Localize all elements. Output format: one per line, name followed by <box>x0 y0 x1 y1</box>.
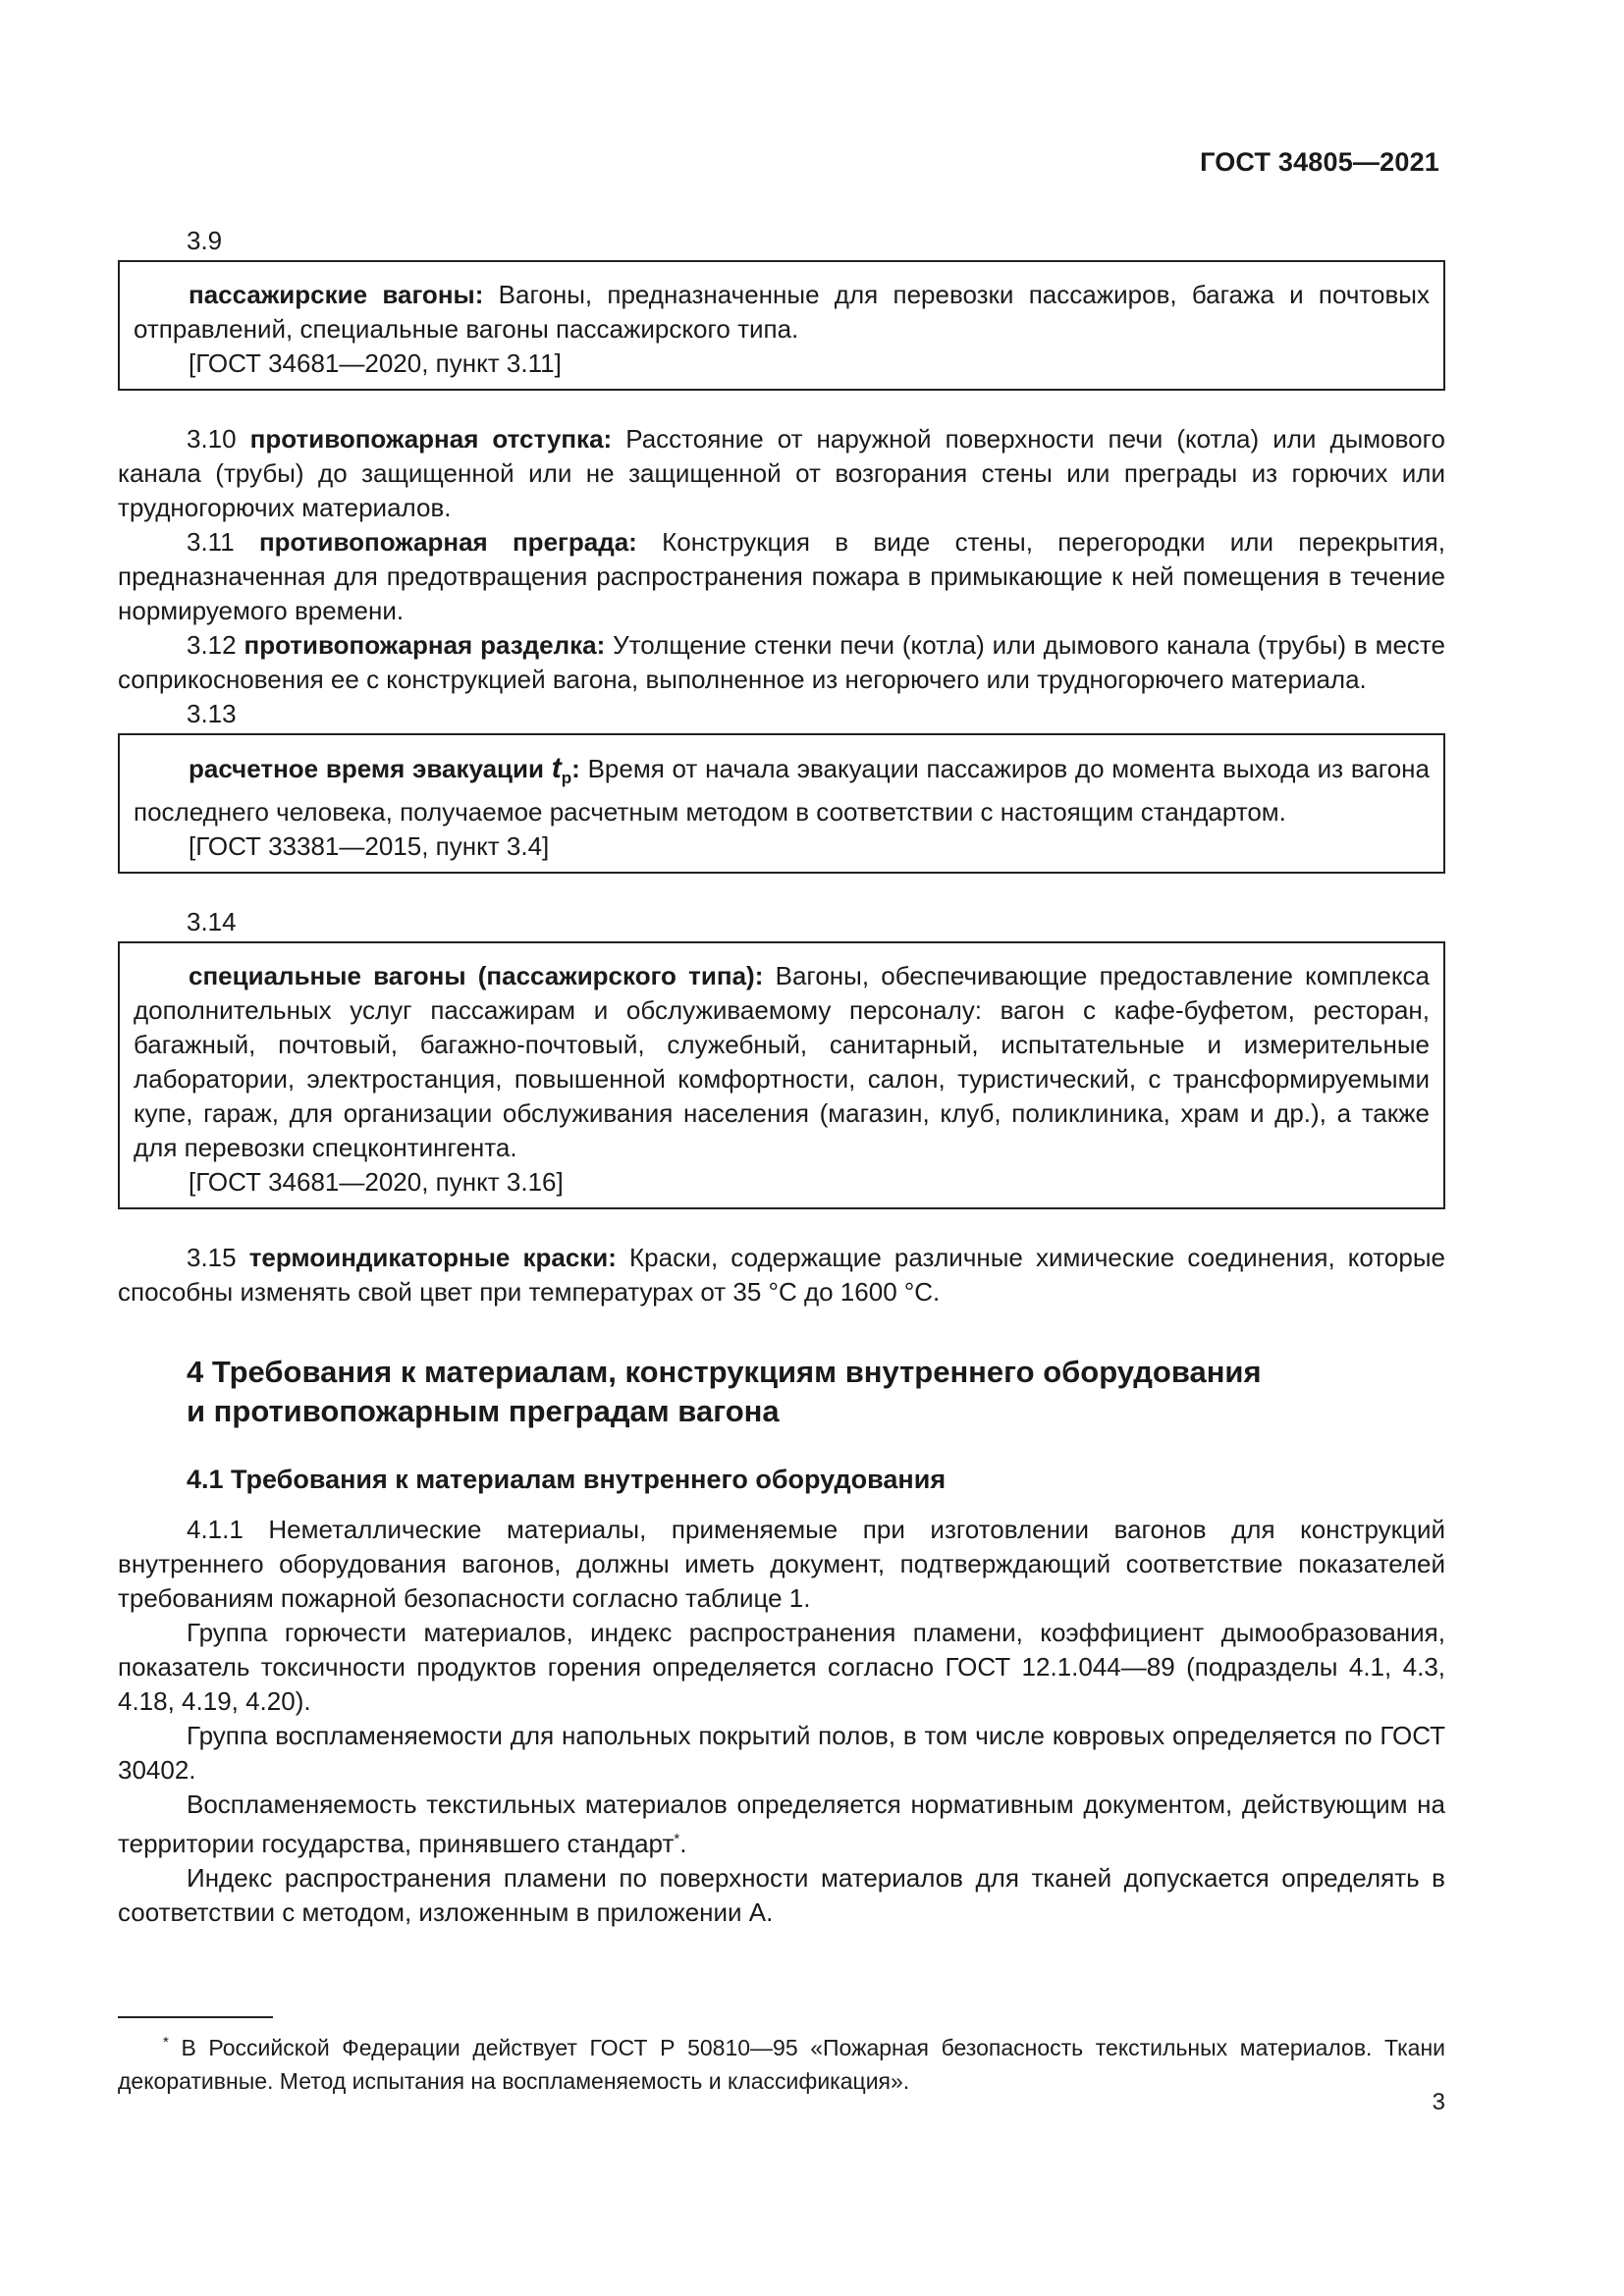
term-3-13-colon: : <box>571 754 580 783</box>
term-3-11-definition: Конструкция в виде стены, перегородки или перекрытия, предназначенная для предотвращения распространения пожара в примыкающие к ней помещения в течение нормируемого времени. <box>118 527 1445 625</box>
term-3-13-text <box>134 751 1430 829</box>
term-3-14-definition: Вагоны, обеспечивающие предоставление комплекса дополнительных услуг пассажирам и обслуживаемому персоналу: вагон с кафе-буфетом, ресторан, багажный, почтовый, багажно-почтовый, служебный, санитарный, испытательные и измерительные лаборатории, электростанция, повышенной комфортности, салон, туристический, с трансформируемыми купе, гараж, для организации обслуживания населения (магазин, клуб, поликлиника, храм и др.), а также для перевозки спецконтингента. <box>134 961 1430 1162</box>
paragraph-textile-flammability <box>118 1788 1445 1861</box>
term-3-9-reference: [ГОСТ 34681—2020, пункт 3.11] <box>189 348 562 378</box>
term-3-14-text <box>134 959 1430 1165</box>
term-3-13-symbol: t <box>551 752 562 784</box>
footnote-mark: * <box>163 2034 169 2051</box>
footnote-separator <box>118 2016 273 2018</box>
section-4-heading-line-2: и противопожарным преградам вагона <box>187 1394 780 1428</box>
term-3-14-reference: [ГОСТ 34681—2020, пункт 3.16] <box>189 1167 564 1197</box>
term-3-13-name: расчетное время эвакуации <box>189 754 552 783</box>
term-3-15-number: 3.15 <box>187 1243 237 1272</box>
term-3-10-name: противопожарная отступка: <box>249 424 613 454</box>
term-3-13-definition: Время от начала эвакуации пассажиров до момента выхода из вагона последнего человека, получаемое расчетным методом в соответствии с настоящим стандартом. <box>134 754 1430 827</box>
term-box-3-14 <box>118 941 1445 1209</box>
paragraph-floor-coverings: Группа воспламеняемости для напольных покрытий полов, в том числе ковровых определяется по ГОСТ 30402. <box>118 1721 1445 1785</box>
footnote-reference-mark: * <box>674 1831 680 1847</box>
term-3-10-definition: Расстояние от наружной поверхности печи (котла) или дымового канала (трубы) до защищенной или не защищенной от возгорания стены или преграды из горючих или трудногорючих материалов. <box>118 424 1445 522</box>
footnote-text: В Российской Федерации действует ГОСТ Р 50810—95 «Пожарная безопасность текстильных материалов. Ткани декоративные. Метод испытания на воспламеняемость и классификация». <box>118 2035 1445 2094</box>
paragraph-combustibility: Группа горючести материалов, индекс распространения пламени, коэффициент дымообразования, показатель токсичности продуктов горения определяется согласно ГОСТ 12.1.044—89 (подразделы 4.1, 4.3, 4.18, 4.19, 4.20). <box>118 1618 1445 1716</box>
term-3-11 <box>118 525 1445 628</box>
term-number-3-13: 3.13 <box>187 699 237 728</box>
paragraph-flame-spread-index: Индекс распространения пламени по поверхности материалов для тканей допускается определять в соответствии с методом, изложенным в приложении А. <box>118 1863 1445 1927</box>
paragraph-textile-end: . <box>679 1829 687 1858</box>
term-number-3-9: 3.9 <box>187 226 223 255</box>
term-3-12-definition: Утолщение стенки печи (котла) или дымового канала (трубы) в месте соприкосновения ее с конструкцией вагона, выполненное из негорючего или трудногорючего материала. <box>118 630 1446 694</box>
page-content <box>118 224 1445 1930</box>
term-3-15 <box>118 1241 1445 1309</box>
term-number-3-14: 3.14 <box>187 907 237 936</box>
term-3-15-name: термоиндикаторные краски: <box>248 1243 617 1272</box>
term-3-11-name: противопожарная преграда: <box>258 527 637 557</box>
term-3-12 <box>118 628 1445 697</box>
term-box-3-13 <box>118 733 1445 874</box>
subsection-4-1-heading: 4.1 Требования к материалам внутреннего оборудования <box>187 1465 947 1494</box>
page-number: 3 <box>1432 2089 1445 2115</box>
term-3-10 <box>118 422 1445 525</box>
section-4-heading-line-1: 4 Требования к материалам, конструкциям внутреннего оборудования <box>187 1355 1262 1389</box>
standard-designation: ГОСТ 34805—2021 <box>1200 147 1439 177</box>
term-3-12-number: 3.12 <box>187 630 237 660</box>
term-3-13-reference: [ГОСТ 33381—2015, пункт 3.4] <box>189 831 550 861</box>
term-3-13-symbol-subscript: р <box>561 769 572 787</box>
paragraph-4-1-1: 4.1.1 Неметаллические материалы, применяемые при изготовлении вагонов для конструкций внутреннего оборудования вагонов, должны иметь документ, подтверждающий соответствие показателей требованиям пожарной безопасности согласно таблице 1. <box>118 1515 1445 1613</box>
term-3-11-number: 3.11 <box>187 527 235 557</box>
term-3-15-definition: Краски, содержащие различные химические соединения, которые способны изменять свой цвет при температурах от 35 °C до 1600 °C. <box>118 1243 1445 1307</box>
term-box-3-9 <box>118 260 1445 391</box>
footnote <box>118 2026 1445 2098</box>
paragraph-textile-text: Воспламеняемость текстильных материалов определяется нормативным документом, действующим на территории государства, принявшего стандарт <box>118 1789 1445 1858</box>
term-3-10-number: 3.10 <box>187 424 237 454</box>
term-3-14-name: специальные вагоны (пассажирского типа): <box>189 961 764 990</box>
term-3-9-text <box>134 278 1430 347</box>
term-3-9-definition: Вагоны, предназначенные для перевозки пассажиров, багажа и почтовых отправлений, специальные вагоны пассажирского типа. <box>134 280 1430 344</box>
term-3-9-name: пассажирские вагоны: <box>189 280 484 309</box>
term-3-12-name: противопожарная разделка: <box>244 630 606 660</box>
section-4-heading <box>187 1353 1445 1431</box>
